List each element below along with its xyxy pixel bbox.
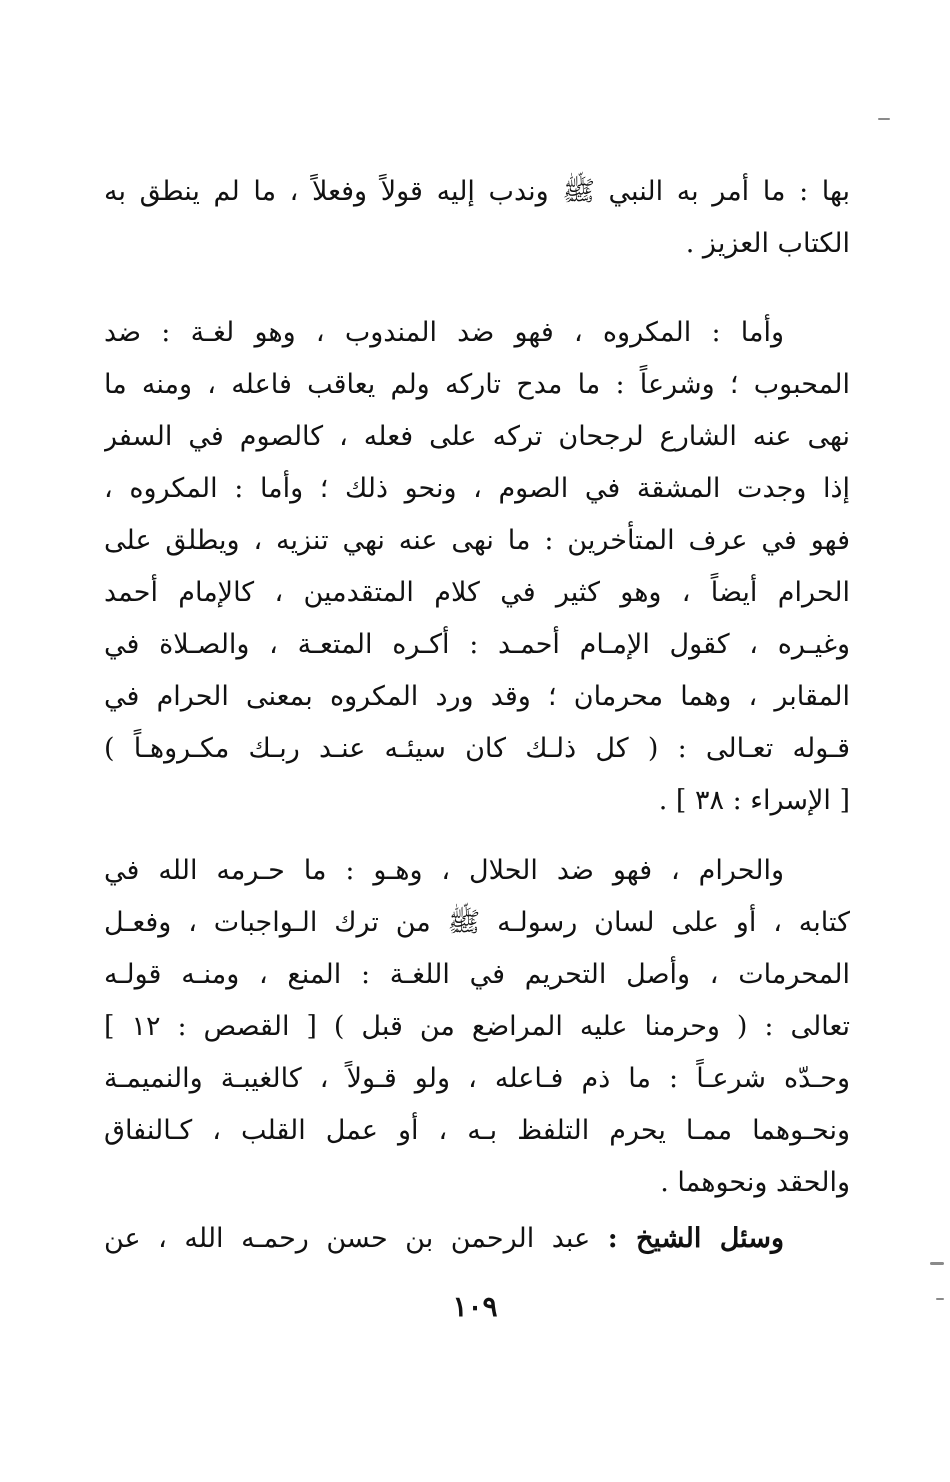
text-line: فهو في عرف المتأخرين : ما نهى عنه نهي تنزيه ، ويطلق على <box>104 525 850 556</box>
text-line: [ الإسراء : ٣٨ ] . <box>658 785 850 816</box>
text-line: الحرام أيضاً ، وهو كثير في كلام المتقدمين ، كالإمام أحمد <box>104 577 850 608</box>
text-line: والحرام ، فهو ضد الحلال ، وهـو : ما حـرمه الله في <box>104 855 784 886</box>
text-line: وأما : المكروه ، فهو ضد المندوب ، وهو لغـة : ضد <box>104 317 784 348</box>
question-lead: وسئل الشيخ : <box>607 1223 784 1254</box>
paragraph-sunnah-continuation <box>104 166 850 270</box>
paragraph-haram <box>104 845 850 1209</box>
text-line: المقابر ، وهما محرمان ؛ وقد ورد المكروه بمعنى الحرام في <box>104 681 850 712</box>
paragraph-makruh <box>104 307 850 827</box>
text-line: والحقد ونحوهما . <box>660 1167 850 1198</box>
scan-speck <box>878 118 890 120</box>
text-line: نهى عنه الشارع لرجحان تركه على فعله ، كالصوم في السفر <box>104 421 850 452</box>
text-line: تعالى : ( وحرمنا عليه المراضع من قبل ) [ القصص : ١٢ ] <box>104 1011 850 1042</box>
text-line <box>104 1213 850 1265</box>
scan-speck <box>930 1262 944 1265</box>
text-line: وغيـره ، كقول الإمـام أحمـد : أكـره المتعـة ، والصـلاة في <box>104 629 850 660</box>
paragraph-question <box>104 1213 850 1265</box>
text-line: قـوله تعـالى : ( كل ذلـك كان سيئـه عنـد ربـك مكـروهـاً ) <box>104 733 850 764</box>
text-line: ونحـوهما ممـا يحرم التلفظ بـه ، أو عمل القلب ، كـالنفاق <box>104 1115 850 1146</box>
text-line: المحبوب ؛ وشرعاً : ما مدح تاركه ولم يعاقب فاعله ، ومنه ما <box>104 369 850 400</box>
text-line: كتابه ، أو على لسان رسولـه ﷺ من ترك الـواجبات ، وفعـل <box>104 907 850 938</box>
text-line: المحرمات ، وأصل التحريم في اللغـة : المنع ، ومنـه قولـه <box>104 959 850 990</box>
text-line: بها : ما أمر به النبي ﷺ وندب إليه قولاً وفعلاً ، ما لم ينطق به <box>104 176 850 207</box>
text-line: إذا وجدت المشقة في الصوم ، ونحو ذلك ؛ وأما : المكروه ، <box>104 473 850 504</box>
text-line: وحـدّه شرعـاً : ما ذم فـاعله ، ولو قـولاً ، كالغيبـة والنميمـة <box>104 1063 850 1094</box>
question-text: عبد الرحمن بن حسن رحمـه الله ، عن <box>104 1223 608 1254</box>
page-number: ١٠٩ <box>452 1290 498 1323</box>
text-line: الكتاب العزيز . <box>685 228 850 259</box>
